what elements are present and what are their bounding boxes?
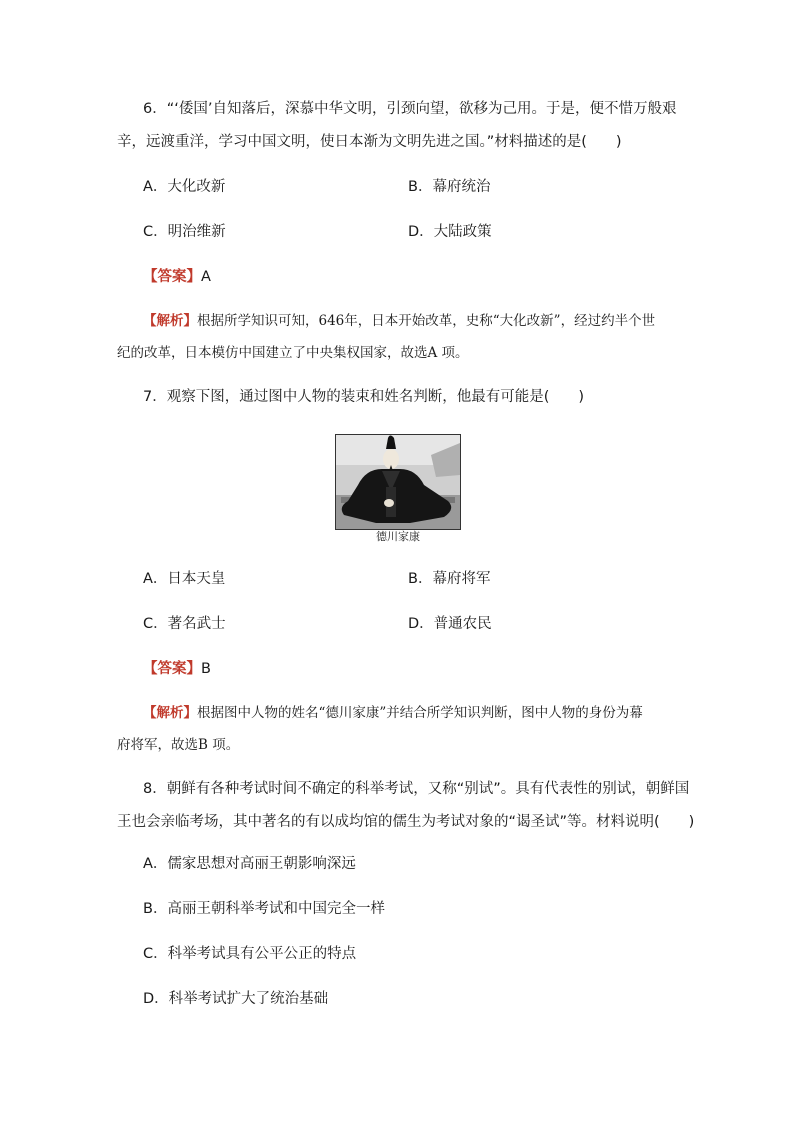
q6-stem-line2: 辛，远渡重洋，学习中国文明，使日本渐为文明先进之国。”材料描述的是( )	[117, 134, 622, 150]
q6-option-c: C．明治维新	[143, 224, 226, 240]
q6-option-a: A．大化改新	[143, 179, 226, 195]
q6-option-b: B．幕府统治	[408, 179, 491, 195]
q6-analysis-line1	[143, 310, 655, 332]
analysis-text: 根据图中人物的姓名“德川家康”并结合所学知识判断，图中人物的身份为幕	[197, 705, 643, 721]
q7-option-b: B．幕府将军	[408, 571, 491, 587]
q7-option-c: C．著名武士	[143, 616, 226, 632]
q7-stem-line1: 7．观察下图，通过图中人物的装束和姓名判断，他最有可能是( )	[143, 389, 585, 405]
q8-stem-line1: 8．朝鲜有各种考试时间不确定的科举考试，又称“别试”。具有代表性的别试，朝鲜国	[143, 781, 690, 797]
analysis-tag: 【解析】	[143, 705, 197, 721]
q7-analysis-line2: 府将军，故选B 项。	[117, 737, 240, 753]
q6-option-d: D．大陆政策	[408, 224, 492, 240]
q8-option-d: D．科举考试扩大了统治基础	[143, 991, 329, 1007]
q8-option-c: C．科举考试具有公平公正的特点	[143, 946, 357, 962]
analysis-tag: 【解析】	[143, 313, 197, 329]
q8-option-b: B．高丽王朝科举考试和中国完全一样	[143, 901, 385, 917]
q6-analysis-line2: 纪的改革，日本模仿中国建立了中央集权国家，故选A 项。	[117, 345, 469, 361]
q6-stem-line1: 6．“‘倭国’自知落后，深慕中华文明，引颈向望，欲移为己用。于是，便不惜万般艰	[143, 101, 677, 117]
answer-value: B	[201, 661, 211, 677]
answer-tag: 【答案】	[143, 661, 201, 677]
q7-option-a: A．日本天皇	[143, 571, 226, 587]
q8-stem-line2: 王也会亲临考场，其中著名的有以成均馆的儒生为考试对象的“谒圣试”等。材料说明( )	[117, 814, 695, 830]
q6-answer	[143, 266, 211, 288]
answer-value: A	[201, 269, 211, 285]
q8-option-a: A．儒家思想对高丽王朝影响深远	[143, 856, 356, 872]
analysis-text: 根据所学知识可知，646年，日本开始改革，史称“大化改新”，经过约半个世	[197, 313, 656, 329]
figure-caption: 德川家康	[376, 530, 420, 543]
portrait-image	[335, 434, 461, 530]
q7-analysis-line1	[143, 702, 643, 724]
answer-tag: 【答案】	[143, 269, 201, 285]
portrait-illustration	[336, 435, 460, 529]
q7-answer	[143, 658, 211, 680]
q7-option-d: D．普通农民	[408, 616, 492, 632]
